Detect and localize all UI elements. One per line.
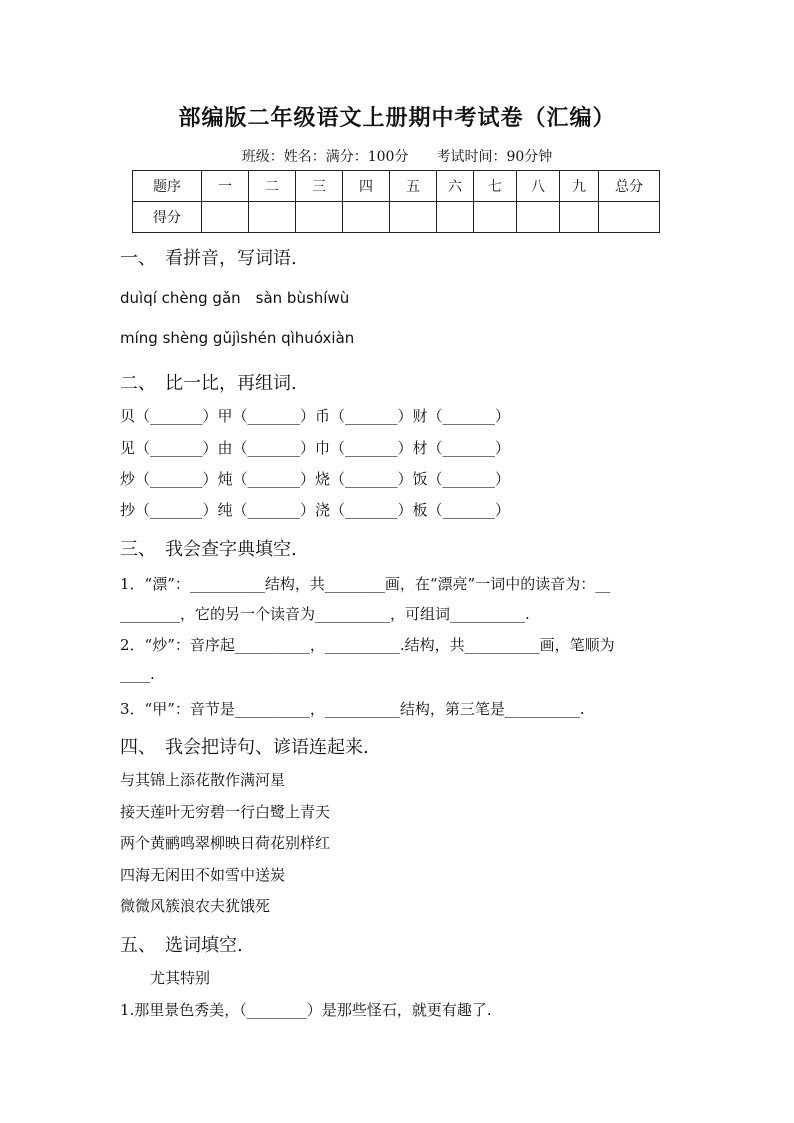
compare-row: 炒（_______）炖（_______）烧（_______）饭（_______） <box>120 470 511 488</box>
poem-line: 两个黄鹂鸣翠柳映日荷花别样红 <box>120 834 331 852</box>
score-cell[interactable] <box>437 202 474 233</box>
pinyin-line: míng shèng gǔjìshén qìhuóxiàn <box>120 329 355 347</box>
question-line: 3．“甲”：音节是__________，__________结构，第三笔是__________. <box>120 700 585 718</box>
header-cell: 一 <box>202 171 249 202</box>
page-title: 部编版二年级语文上册期中考试卷（汇编） <box>178 105 616 131</box>
section-heading: 一、 看拼音，写词语. <box>120 248 297 269</box>
section-heading: 三、 我会查字典填空. <box>120 539 297 560</box>
score-table-header-row <box>133 171 660 202</box>
section-heading: 二、 比一比，再组词. <box>120 373 297 394</box>
poem-line: 微微风簇浪农夫犹饿死 <box>120 897 271 915</box>
poem-line: 与其锦上添花散作满河星 <box>120 771 286 789</box>
score-table-score-row <box>133 202 660 233</box>
score-cell[interactable] <box>474 202 517 233</box>
score-cell[interactable] <box>390 202 437 233</box>
score-cell[interactable] <box>343 202 390 233</box>
header-cell: 总分 <box>599 171 660 202</box>
header-cell: 九 <box>560 171 599 202</box>
section-heading: 四、 我会把诗句、谚语连起来. <box>120 737 369 758</box>
compare-row: 贝（_______）甲（_______）币（_______）财（_______） <box>120 407 511 425</box>
header-cell: 七 <box>474 171 517 202</box>
score-cell[interactable] <box>599 202 660 233</box>
header-cell: 八 <box>517 171 560 202</box>
header-cell: 五 <box>390 171 437 202</box>
exam-info: 班级：姓名：满分：100分 考试时间：90分钟 <box>241 149 553 165</box>
question-line: ____. <box>120 665 155 683</box>
score-table <box>132 170 660 233</box>
header-cell: 二 <box>249 171 296 202</box>
score-cell[interactable] <box>202 202 249 233</box>
question-line: 1．“漂”：__________结构，共________画，在“漂亮”一词中的读音为：__ <box>120 575 611 593</box>
header-cell: 六 <box>437 171 474 202</box>
poem-line: 接天莲叶无穷碧一行白鹭上青天 <box>120 803 331 821</box>
score-cell[interactable] <box>249 202 296 233</box>
question-line: ________，它的另一个读音为__________，可组词__________. <box>120 605 530 623</box>
question-line: 1.那里景色秀美，（________）是那些怪石，就更有趣了. <box>120 1001 492 1019</box>
header-cell: 题序 <box>133 171 202 202</box>
score-cell[interactable] <box>296 202 343 233</box>
header-cell: 四 <box>343 171 390 202</box>
row-label: 得分 <box>133 202 202 233</box>
compare-row: 抄（_______）纯（_______）浇（_______）板（_______） <box>120 501 511 519</box>
score-cell[interactable] <box>560 202 599 233</box>
word-bank: 尤其特别 <box>150 969 211 987</box>
score-cell[interactable] <box>517 202 560 233</box>
question-line: 2．“炒”：音序起__________，__________.结构，共__________画，笔顺为 <box>120 636 615 654</box>
header-cell: 三 <box>296 171 343 202</box>
poem-line: 四海无闲田不如雪中送炭 <box>120 866 286 884</box>
pinyin-line: duìqí chèng gǎn sàn bùshíwù <box>120 289 350 307</box>
compare-row: 见（_______）由（_______）巾（_______）材（_______） <box>120 439 511 457</box>
section-heading: 五、 选词填空. <box>120 935 243 956</box>
